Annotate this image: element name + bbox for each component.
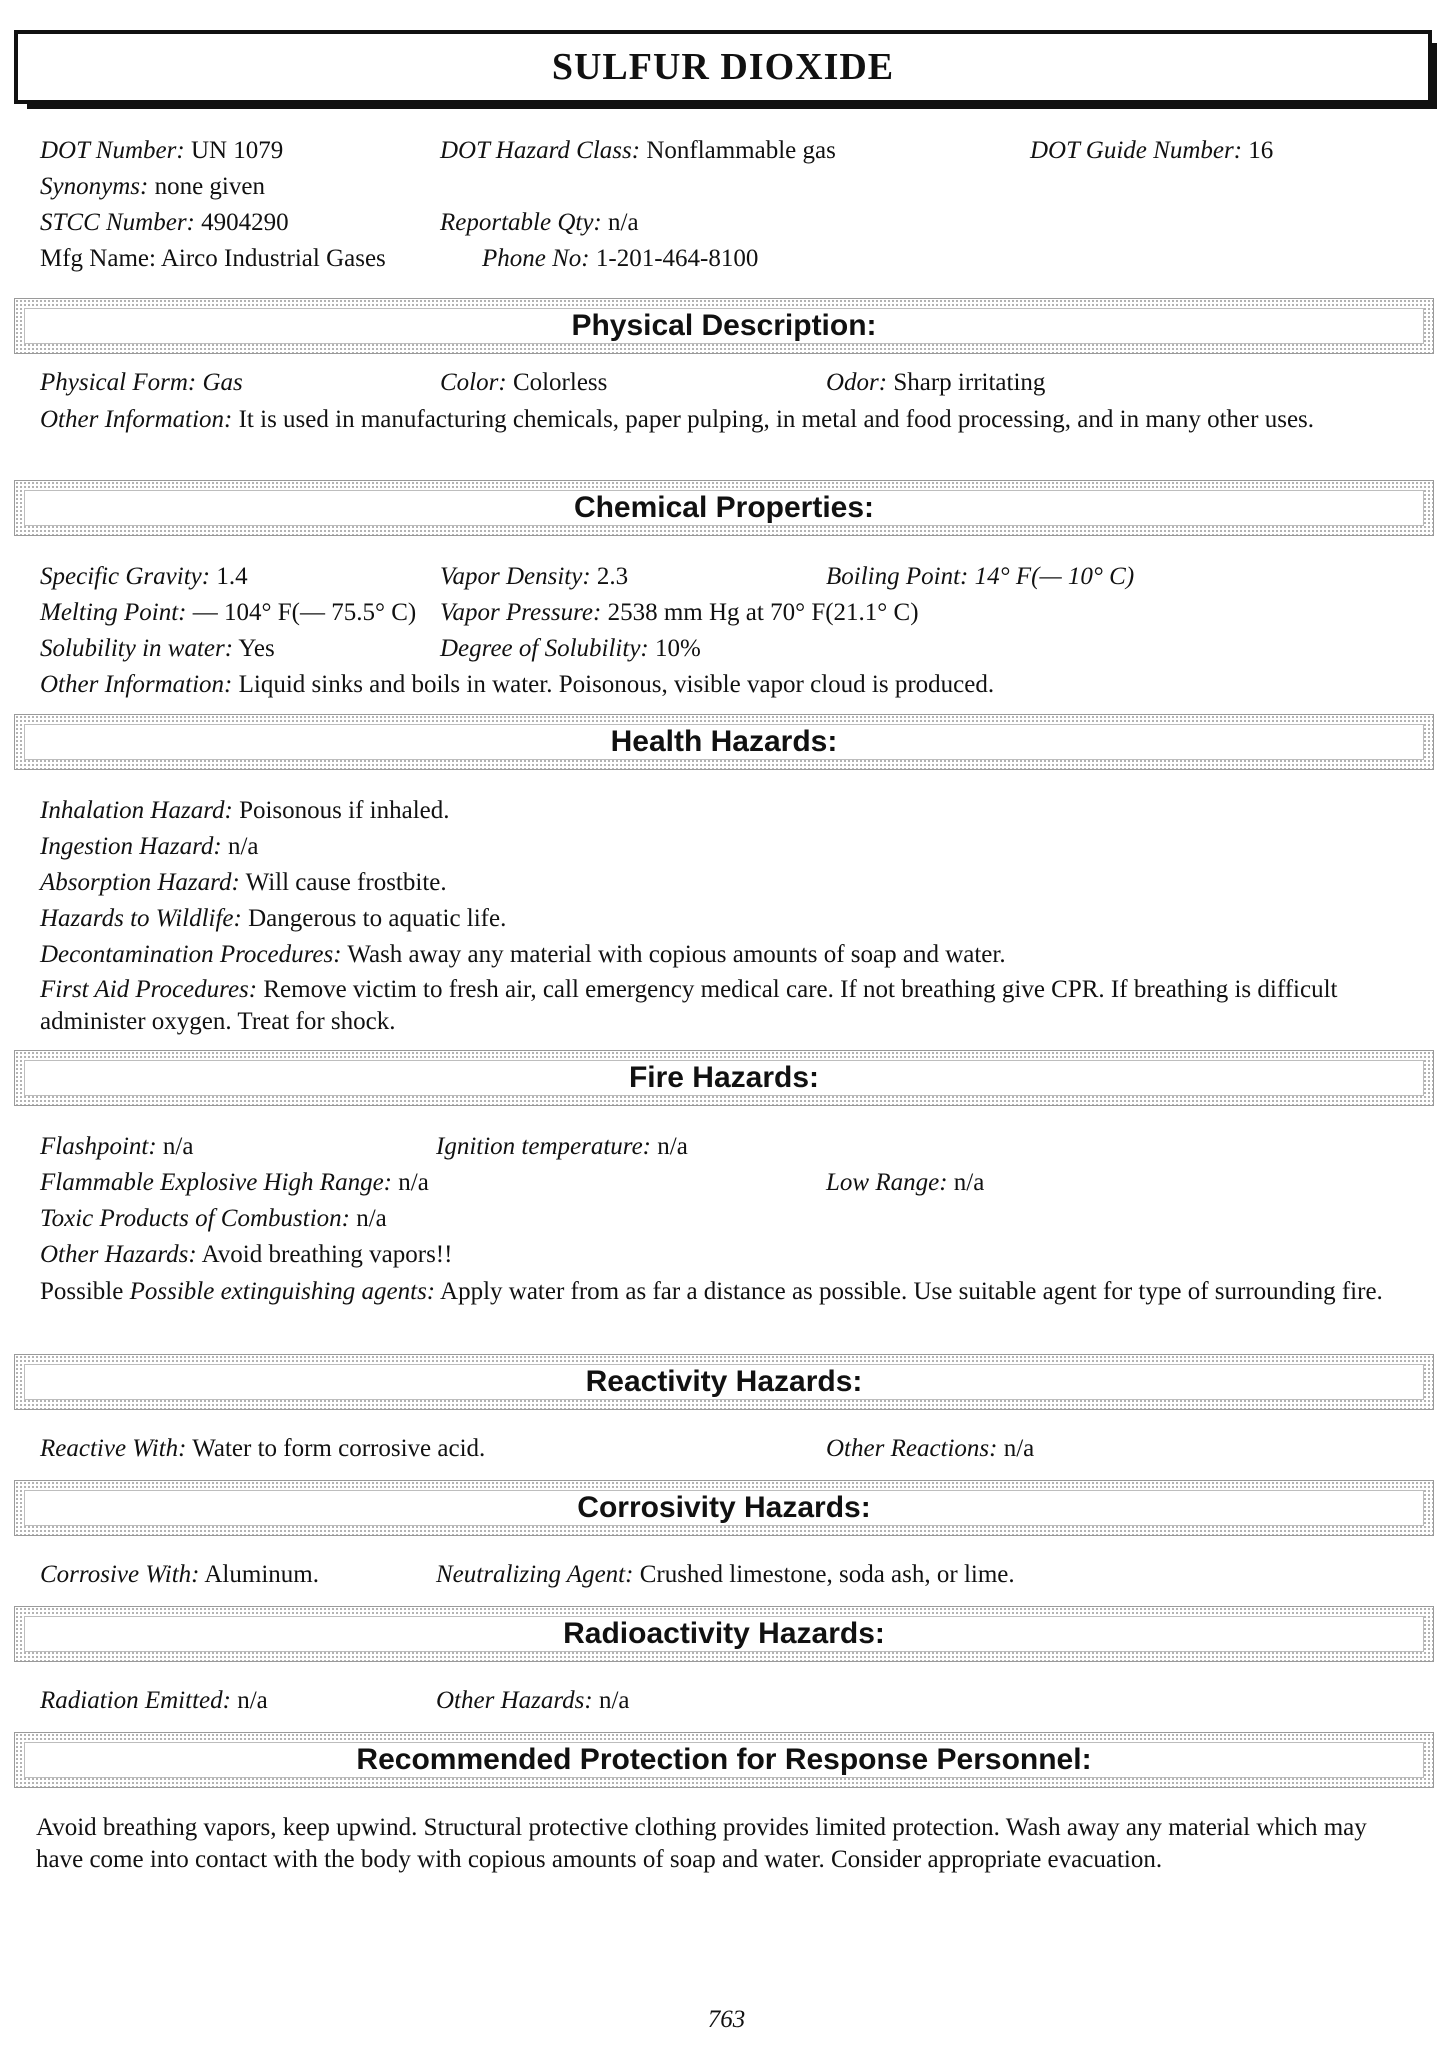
ignition-temperature: Ignition temperature: n/a [436, 1133, 688, 1160]
radioactivity-other-hazards: Other Hazards: n/a [436, 1687, 630, 1714]
section-health-hazards [14, 714, 1434, 770]
section-chemical-properties [14, 480, 1434, 536]
mfg-name: Mfg Name: Airco Industrial Gases [40, 245, 386, 272]
odor: Odor: Sharp irritating [826, 369, 1046, 396]
page-number: 763 [707, 2006, 746, 2033]
other-reactions: Other Reactions: n/a [826, 1435, 1035, 1462]
reactive-with: Reactive With: Water to form corrosive acid. [40, 1435, 486, 1462]
section-radioactivity-hazards [14, 1606, 1434, 1662]
synonyms: Synonyms: none given [40, 173, 265, 200]
boiling-point: Boiling Point: 14° F(— 10° C) [826, 563, 1135, 590]
degree-of-solubility: Degree of Solubility: 10% [440, 635, 701, 662]
vapor-density: Vapor Density: 2.3 [440, 563, 629, 590]
section-heading: Corrosivity Hazards: [577, 1491, 871, 1524]
neutralizing-agent: Neutralizing Agent: Crushed limestone, soda ash, or lime. [436, 1561, 1015, 1588]
physical-form: Physical Form: Gas [40, 369, 243, 396]
section-heading: Health Hazards: [610, 725, 838, 758]
section-physical-description [14, 298, 1434, 354]
low-range: Low Range: n/a [826, 1169, 985, 1196]
title-box [14, 30, 1432, 104]
first-aid-procedures: First Aid Procedures: Remove victim to fresh air, call emergency medical care. If not breathing give CPR. If breathing is difficult administer oxygen. Treat for shock. [40, 976, 1338, 1035]
inhalation-hazard: Inhalation Hazard: Poisonous if inhaled. [40, 797, 450, 824]
corrosive-with: Corrosive With: Aluminum. [40, 1561, 319, 1588]
vapor-pressure: Vapor Pressure: 2538 mm Hg at 70° F(21.1° C) [440, 599, 919, 626]
fire-other-hazards: Other Hazards: Avoid breathing vapors!! [40, 1241, 453, 1268]
absorption-hazard: Absorption Hazard: Will cause frostbite. [40, 869, 447, 896]
decontamination-procedures: Decontamination Procedures: Wash away any material with copious amounts of soap and water. [40, 941, 1006, 968]
section-heading: Recommended Protection for Response Personnel: [356, 1743, 1092, 1776]
section-heading: Radioactivity Hazards: [563, 1617, 885, 1650]
reportable-qty: Reportable Qty: n/a [440, 209, 639, 236]
radiation-emitted: Radiation Emitted: n/a [40, 1687, 268, 1714]
section-heading: Reactivity Hazards: [585, 1365, 863, 1398]
protection-text: Avoid breathing vapors, keep upwind. Structural protective clothing provides limited protection. Wash away any material which may have come into contact with the body with copious amounts of soap and water. Consider appropriate evacuation. [36, 1814, 1367, 1873]
dot-guide-number: DOT Guide Number: 16 [1030, 137, 1274, 164]
physical-other-information: Other Information: It is used in manufacturing chemicals, paper pulping, in metal and food processing, and in many other uses. [40, 406, 1315, 433]
melting-point: Melting Point: — 104° F(— 75.5° C) [40, 599, 417, 626]
section-recommended-protection [14, 1732, 1434, 1788]
dot-number: DOT Number: UN 1079 [40, 137, 284, 164]
section-fire-hazards [14, 1050, 1434, 1106]
section-reactivity-hazards [14, 1354, 1434, 1410]
section-heading: Chemical Properties: [573, 491, 875, 524]
specific-gravity: Specific Gravity: 1.4 [40, 563, 248, 590]
page-title: SULFUR DIOXIDE [551, 46, 895, 88]
section-heading: Fire Hazards: [628, 1061, 820, 1094]
stcc-number: STCC Number: 4904290 [40, 209, 289, 236]
ingestion-hazard: Ingestion Hazard: n/a [40, 833, 259, 860]
flammable-high-range: Flammable Explosive High Range: n/a [40, 1169, 429, 1196]
chemical-other-information: Other Information: Liquid sinks and boils in water. Poisonous, visible vapor cloud is produced. [40, 671, 995, 698]
section-corrosivity-hazards [14, 1480, 1434, 1536]
flashpoint: Flashpoint: n/a [40, 1133, 194, 1160]
solubility-in-water: Solubility in water: Yes [40, 635, 275, 662]
phone-no: Phone No: 1-201-464-8100 [482, 245, 759, 272]
toxic-products-of-combustion: Toxic Products of Combustion: n/a [40, 1205, 387, 1232]
color: Color: Colorless [440, 369, 608, 396]
hazards-to-wildlife: Hazards to Wildlife: Dangerous to aquatic life. [40, 905, 507, 932]
extinguishing-agents: Possible Possible extinguishing agents: Apply water from as far a distance as possible. Use suitable agent for type of surrounding fire. [40, 1278, 1383, 1305]
section-heading: Physical Description: [571, 309, 877, 342]
dot-hazard-class: DOT Hazard Class: Nonflammable gas [440, 137, 836, 164]
